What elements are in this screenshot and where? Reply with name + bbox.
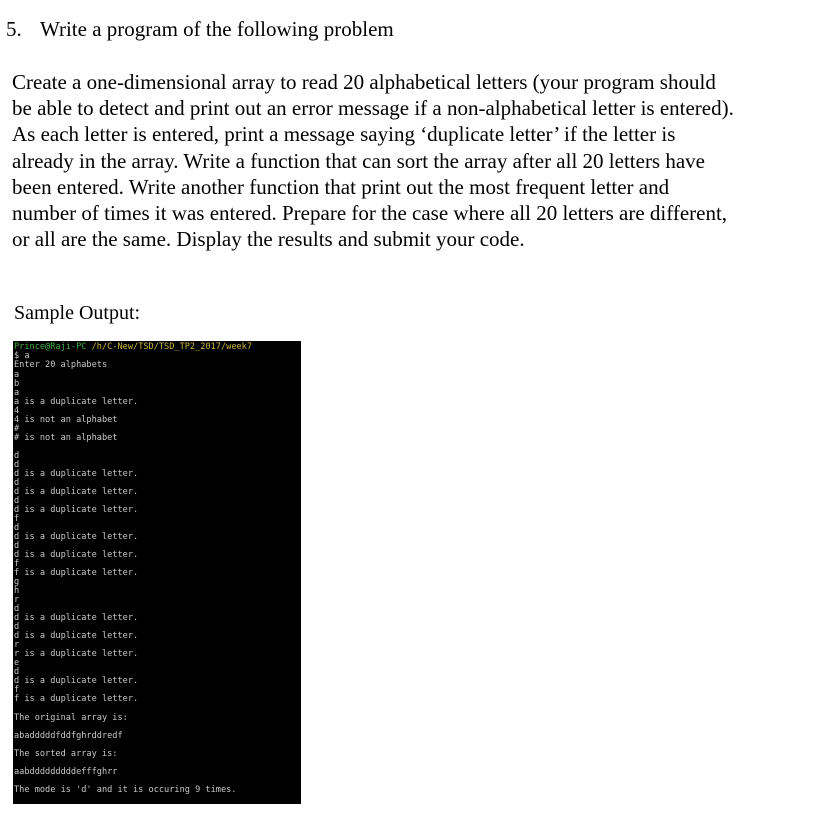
console-line: Enter 20 alphabets	[14, 360, 108, 370]
console-line: d is a duplicate letter.	[14, 505, 139, 515]
console-line: d	[14, 460, 20, 470]
console-line: f is a duplicate letter.	[14, 568, 139, 578]
console-line: e	[14, 658, 20, 668]
problem-line: As each letter is entered, print a message saying ‘duplicate letter’ if the letter is	[12, 122, 676, 147]
console-prompt	[14, 342, 252, 352]
console-line: h	[14, 586, 20, 596]
console-line: f is a duplicate letter.	[14, 694, 139, 704]
console-line: f	[14, 514, 20, 524]
question-title: Write a program of the following problem	[40, 17, 394, 41]
problem-statement	[12, 69, 817, 252]
console-line: # is not an alphabet	[14, 433, 118, 443]
console-line: b	[14, 379, 20, 389]
console-line: d is a duplicate letter.	[14, 487, 139, 497]
console-line: d is a duplicate letter.	[14, 550, 139, 560]
console-line: #	[14, 424, 20, 434]
console-output	[13, 341, 301, 804]
console-line: aabdddddddddefffghrr	[14, 767, 118, 777]
console-line: r is a duplicate letter.	[14, 649, 139, 659]
console-line: d	[14, 541, 20, 551]
console-line: abadddddfddfghrddredf	[14, 731, 123, 741]
prompt-user: Prince@Raji-PC	[14, 342, 87, 352]
console-line: f	[14, 559, 20, 569]
console-line: The mode is 'd' and it is occuring 9 times.	[14, 785, 237, 795]
console-line: The sorted array is:	[14, 749, 118, 759]
console-line: a is a duplicate letter.	[14, 397, 139, 407]
heading	[6, 15, 394, 43]
console-line: d	[14, 523, 20, 533]
console-line: 4	[14, 406, 20, 416]
prompt-path: /h/C-New/TSD/TSD_TP2_2017/week7	[91, 342, 253, 352]
question-number: 5.	[6, 17, 22, 41]
console-line: a	[14, 388, 20, 398]
console-line: d is a duplicate letter.	[14, 532, 139, 542]
console-line: d	[14, 667, 20, 677]
console-line: d is a duplicate letter.	[14, 469, 139, 479]
problem-line: Create a one-dimensional array to read 20 alphabetical letters (your program should	[12, 70, 716, 94]
console-line: d	[14, 604, 20, 614]
console-line: d is a duplicate letter.	[14, 613, 139, 623]
console-line: $ a	[14, 351, 30, 361]
problem-line: been entered. Write another function that print out the most frequent letter and	[12, 174, 670, 199]
console-line: a	[14, 370, 20, 380]
problem-line: already in the array. Write a function that can sort the array after all 20 letters have	[12, 148, 705, 173]
console-line: d is a duplicate letter.	[14, 676, 139, 686]
console-line: d is a duplicate letter.	[14, 631, 139, 641]
console-line: d	[14, 451, 20, 461]
console-line: g	[14, 577, 20, 587]
console-line: f	[14, 685, 20, 695]
console-line: 4 is not an alphabet	[14, 415, 118, 425]
console-line: r	[14, 640, 20, 650]
sample-output-label: Sample Output:	[14, 302, 141, 324]
console-line: The original array is:	[14, 713, 128, 723]
problem-line: number of times it was entered. Prepare for the case where all 20 letters are different,	[12, 201, 728, 226]
console-line: d	[14, 622, 20, 632]
console-line: d	[14, 496, 20, 506]
problem-line: be able to detect and print out an error message if a non-alphabetical letter is entered).	[12, 96, 734, 121]
problem-line: or all are the same. Display the results and submit your code.	[12, 227, 525, 252]
console-line: r	[14, 595, 20, 605]
console-line: d	[14, 478, 20, 488]
